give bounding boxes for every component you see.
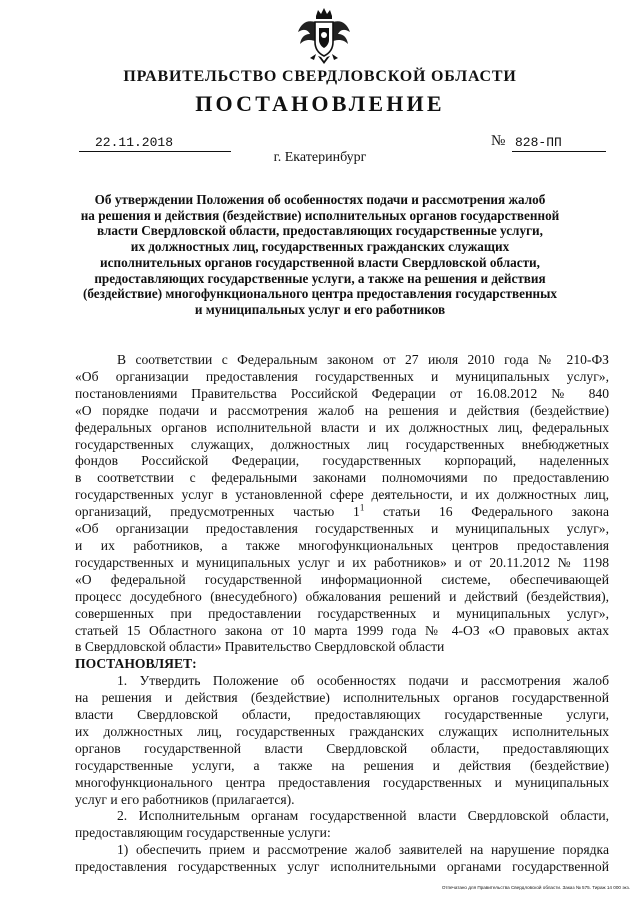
body-line: предоставления государственных услуг исполнительными органами государственной — [75, 859, 609, 875]
number-sign: № — [491, 133, 506, 149]
body-line: федеральных органов исполнительной власти и их должностных лиц, федеральных — [75, 419, 609, 435]
body-line-with-superscript — [75, 504, 609, 521]
body-line-part: статьи 16 Федерального закона — [364, 504, 609, 520]
body-line: постановлениями Правительства Российской Федерации от 16.08.2012 № 840 — [75, 385, 609, 401]
print-footer: Отпечатано для Правительства Свердловской области. Заказ № 575. Тираж 14 000 экз. — [441, 885, 630, 890]
body-line: В соответствии с Федеральным законом от 27 июля 2010 года № 210-ФЗ — [117, 352, 609, 367]
body-line: и их работников, а также многофункциональных центров предоставления — [75, 537, 609, 553]
body-line: власти Свердловской области, предоставляющих государственные услуги, — [75, 707, 609, 723]
document-date: 22.11.2018 — [95, 135, 174, 150]
body-line: многофункционального центра предоставления государственных и муниципальных — [75, 774, 609, 790]
body-line: государственных услуг в установленной сфере деятельности, и их должностных лиц, — [75, 487, 609, 503]
body-line: в Свердловской области» Правительство Свердловской области — [75, 639, 445, 655]
body-line: «О федеральной государственной информационной системе, обеспечивающей — [75, 571, 609, 587]
body-line-part: организаций, предусмотренных частью 1 — [75, 504, 360, 520]
body-line: «Об организации предоставления государственных и муниципальных услуг», — [75, 521, 609, 537]
title-line: предоставляющих государственные услуги, а также на решения и действия — [94, 270, 546, 286]
coat-of-arms-emblem — [296, 6, 352, 68]
title-line: их должностных лиц, государственных гражданских служащих — [130, 239, 510, 255]
body-line: государственные услуги, а также на решения и действия (бездействие) — [75, 757, 609, 773]
body-line: услуг и его работников (прилагается). — [75, 791, 295, 807]
body-line: «О порядке подачи и рассмотрения жалоб на решения и действия (бездействие) — [75, 402, 609, 418]
document-title — [70, 192, 570, 318]
title-line: исполнительных органов государственной власти Свердловской области, — [100, 254, 540, 270]
body-line: государственных и муниципальных услуг и их работников» и от 20.11.2012 № 1198 — [75, 554, 609, 570]
body-line: на решения и действия (бездействие) исполнительных органов государственной — [75, 690, 609, 706]
document-body — [75, 352, 609, 876]
body-line: государственных служащих, должностных лиц государственных внебюджетных — [75, 436, 609, 452]
document-type-heading: ПОСТАНОВЛЕНИЕ — [195, 91, 445, 116]
body-line: процесс досудебного (внесудебного) обжалования решений и действий (бездействия), — [75, 588, 609, 604]
title-line: власти Свердловской области, предоставляющих государственные услуги, — [97, 223, 543, 239]
body-line: «Об организации предоставления государственных и муниципальных услуг», — [75, 368, 609, 384]
body-line: органов государственной власти Свердловской области, предоставляющих — [75, 740, 609, 756]
body-line: их должностных лиц, государственных гражданских служащих исполнительных — [75, 723, 609, 739]
title-line: и муниципальных услуг и его работников — [194, 301, 446, 317]
body-line: статьей 15 Областного закона от 10 марта 1999 года № 4-ОЗ «О правовых актах — [75, 622, 609, 638]
body-line: 1. Утвердить Положение об особенностях подачи и рассмотрения жалоб — [117, 673, 609, 689]
body-line: фондов Российской Федерации, государственных корпораций, наделенных — [75, 453, 609, 469]
body-line: 2. Исполнительным органам государственной власти Свердловской области, — [117, 808, 609, 824]
title-line: Об утверждении Положения об особенностях подачи и рассмотрения жалоб — [94, 192, 546, 207]
resolves-heading: ПОСТАНОВЛЯЕТ: — [75, 656, 197, 672]
superscript-one: 1 — [359, 502, 365, 513]
body-line: 1) обеспечить прием и рассмотрение жалоб заявителей на нарушение порядка — [117, 842, 609, 858]
government-heading: ПРАВИТЕЛЬСТВО СВЕРДЛОВСКОЙ ОБЛАСТИ — [123, 68, 517, 85]
city-label: г. Екатеринбург — [273, 150, 367, 165]
title-line: (бездействие) многофункционального центра предоставления государственных — [82, 286, 558, 302]
body-line: в соответствии с федеральными законами полномочиями по предоставлению — [75, 470, 609, 486]
body-line: предоставляющим государственные услуги: — [75, 825, 331, 841]
title-line: на решения и действия (бездействие) исполнительных органов государственной — [80, 207, 560, 223]
document-number: 828-ПП — [515, 135, 562, 150]
body-line: совершенных при предоставлении государственных и муниципальных услуг», — [75, 605, 609, 621]
